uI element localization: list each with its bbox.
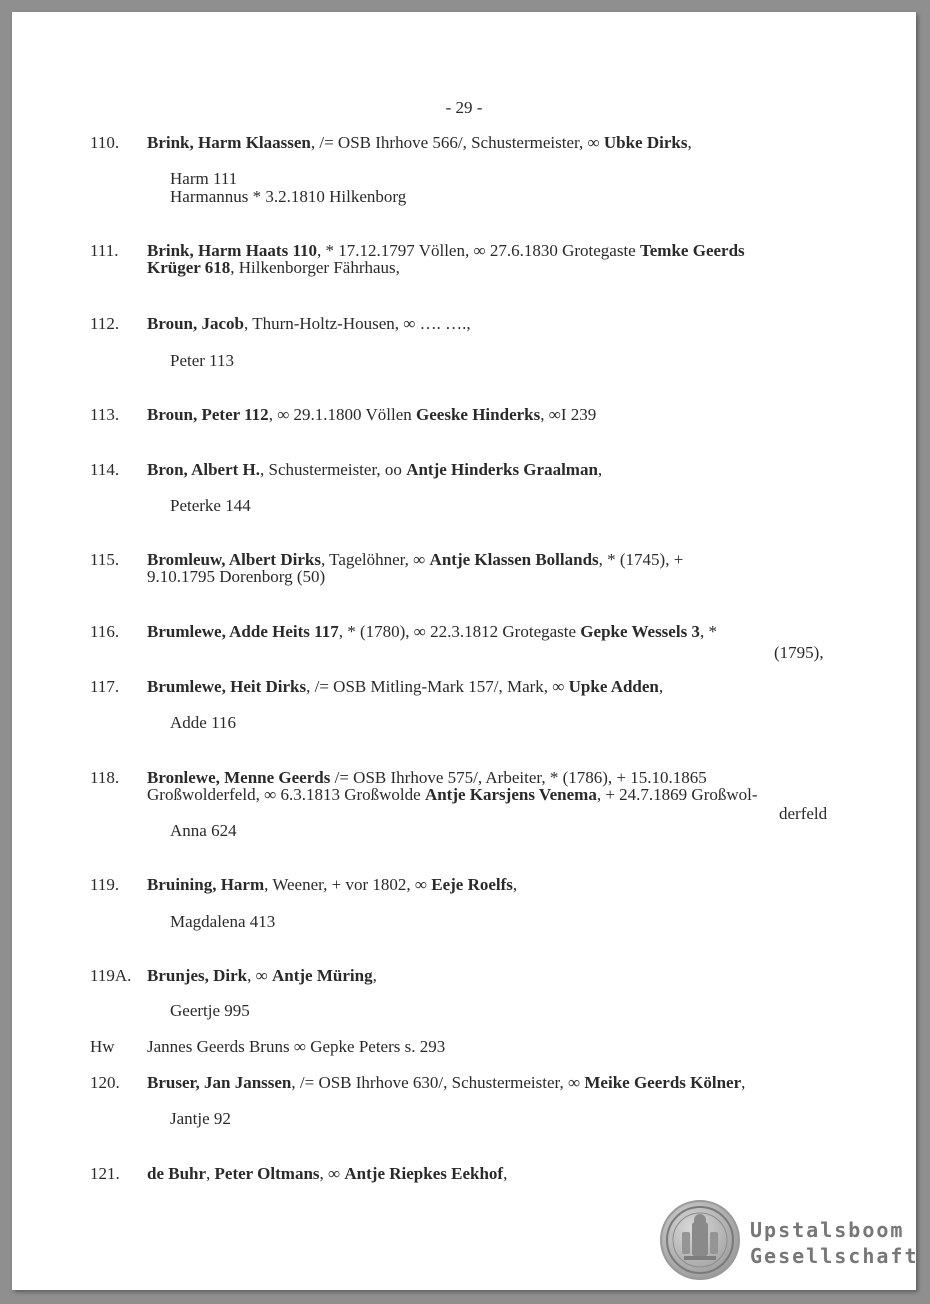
spouse-name: Antje Hinderks Graalman — [406, 460, 598, 479]
person-name: Broun, Peter 112 — [147, 405, 269, 424]
entry-text: , ∞ 29.1.1800 Völlen — [268, 405, 417, 424]
spouse-name: Upke Adden — [568, 677, 659, 696]
spouse-name: Krüger 618 — [147, 258, 231, 277]
document-page — [12, 12, 916, 1290]
entry-number: 114. — [90, 460, 120, 479]
entry-number: 110. — [90, 133, 120, 152]
seal-logo — [660, 1200, 740, 1280]
entry-text: , — [503, 1164, 508, 1183]
child-line: Adde 116 — [170, 713, 236, 732]
entry-number: Hw — [90, 1037, 115, 1056]
entry-text: Jannes Geerds Bruns ∞ Gepke Peters s. 293 — [147, 1037, 446, 1056]
entry-text: , /= OSB Ihrhove 566/, Schustermeister, ∞ — [310, 133, 604, 152]
person-name: Brumlewe, Heit Dirks — [147, 677, 307, 696]
entry-text: , Weener, + vor 1802, ∞ — [264, 875, 432, 894]
entry-number: 116. — [90, 622, 120, 641]
child-line: Peterke 144 — [170, 496, 251, 515]
entry-text: , — [597, 460, 603, 479]
entry-text: , * 17.12.1797 Völlen, ∞ 27.6.1830 Grotegaste — [317, 241, 640, 260]
seal-icon — [660, 1200, 740, 1280]
person-name: Bron, Albert H. — [147, 460, 261, 479]
logo-line-2: Gesellschaft — [750, 1244, 919, 1268]
person-name: Broun, Jacob — [147, 314, 244, 333]
page-number: - 29 - — [445, 98, 483, 117]
entry-text: , + 24.7.1869 Großwol- — [596, 785, 758, 804]
child-line: Peter 113 — [170, 351, 235, 370]
child-line: Jantje 92 — [170, 1109, 231, 1128]
child-line: Harm 111 — [170, 169, 238, 188]
entry-text: , — [658, 677, 664, 696]
spouse-name: Gepke Wessels 3 — [580, 622, 700, 641]
person-name: de Buhr — [147, 1164, 207, 1183]
entry-text: , Thurn-Holtz-Housen, ∞ …. …., — [244, 314, 471, 333]
entry-text: , /= OSB Ihrhove 630/, Schustermeister, ∞ — [291, 1073, 585, 1092]
entry-text: , Tagelöhner, ∞ — [320, 550, 430, 569]
entry-text: , — [687, 133, 692, 152]
child-line: Harmannus * 3.2.1810 Hilkenborg — [170, 187, 407, 206]
entry-text: , Hilkenborger Fährhaus, — [230, 258, 400, 277]
entry-number: 121. — [90, 1164, 120, 1183]
child-line: Geertje 995 — [170, 1001, 250, 1020]
entry-text: Großwolderfeld, ∞ 6.3.1813 Großwolde — [147, 785, 425, 804]
entry-text: , /= OSB Mitling-Mark 157/, Mark, ∞ — [306, 677, 569, 696]
entry-continuation: derfeld — [779, 804, 828, 823]
person-name: Bronlewe, Menne Geerds — [147, 768, 331, 787]
person-name: Brunjes, Dirk — [147, 966, 248, 985]
entry-number: 119. — [90, 875, 120, 894]
society-logo-text — [750, 1217, 919, 1269]
child-line: Magdalena 413 — [170, 912, 276, 931]
entry-number: 118. — [90, 768, 120, 787]
person-name: Bruser, Jan Janssen — [147, 1073, 292, 1092]
entry-number: 119A. — [90, 966, 132, 985]
spouse-name: Antje Müring — [272, 966, 373, 985]
entry-text: , — [206, 1164, 215, 1183]
entry-number: 117. — [90, 677, 120, 696]
person-name: Brink, Harm Haats 110 — [147, 241, 318, 260]
person-name: Bruining, Harm — [147, 875, 265, 894]
logo-line-1: Upstalsboom — [750, 1218, 905, 1242]
entry-number: 115. — [90, 550, 120, 569]
entry-number: 111. — [90, 241, 119, 260]
person-name: Bromleuw, Albert Dirks — [147, 550, 321, 569]
entry-text: , — [372, 966, 377, 985]
entry-text: , ∞ — [319, 1164, 345, 1183]
entry-text: , ∞ — [247, 966, 272, 985]
spouse-name: Antje Riepkes Eekhof — [344, 1164, 504, 1183]
entry-text: , ∞I 239 — [540, 405, 597, 424]
entry-text: , * — [699, 622, 717, 641]
entry-text: , * (1745), + — [598, 550, 684, 569]
spouse-name: Meike Geerds Kölner — [584, 1073, 742, 1092]
child-line: Anna 624 — [170, 821, 237, 840]
entry-text: 9.10.1795 Dorenborg (50) — [147, 567, 326, 586]
spouse-name: Temke Geerds — [639, 241, 745, 260]
entry-continuation: (1795), — [774, 643, 824, 662]
spouse-name: Antje Karsjens Venema — [424, 785, 597, 804]
spouse-name: Antje Klassen Bollands — [429, 550, 599, 569]
person-name: Brink, Harm Klaassen — [147, 133, 311, 152]
entry-text: , — [512, 875, 518, 894]
entry-number: 113. — [90, 405, 120, 424]
spouse-name: Ubke Dirks — [603, 133, 688, 152]
entry-text: , — [741, 1073, 746, 1092]
person-name: Peter Oltmans — [214, 1164, 320, 1183]
entry-number: 112. — [90, 314, 120, 333]
entry-text: , Schustermeister, oo — [260, 460, 407, 479]
entry-text: /= OSB Ihrhove 575/, Arbeiter, * (1786), + 15.10.1865 — [330, 768, 707, 787]
entry-text: , * (1780), ∞ 22.3.1812 Grotegaste — [338, 622, 581, 641]
entry-number: 120. — [90, 1073, 120, 1092]
person-name: Brumlewe, Adde Heits 117 — [147, 622, 339, 641]
spouse-name: Eeje Roelfs — [431, 875, 513, 894]
spouse-name: Geeske Hinderks — [416, 405, 541, 424]
